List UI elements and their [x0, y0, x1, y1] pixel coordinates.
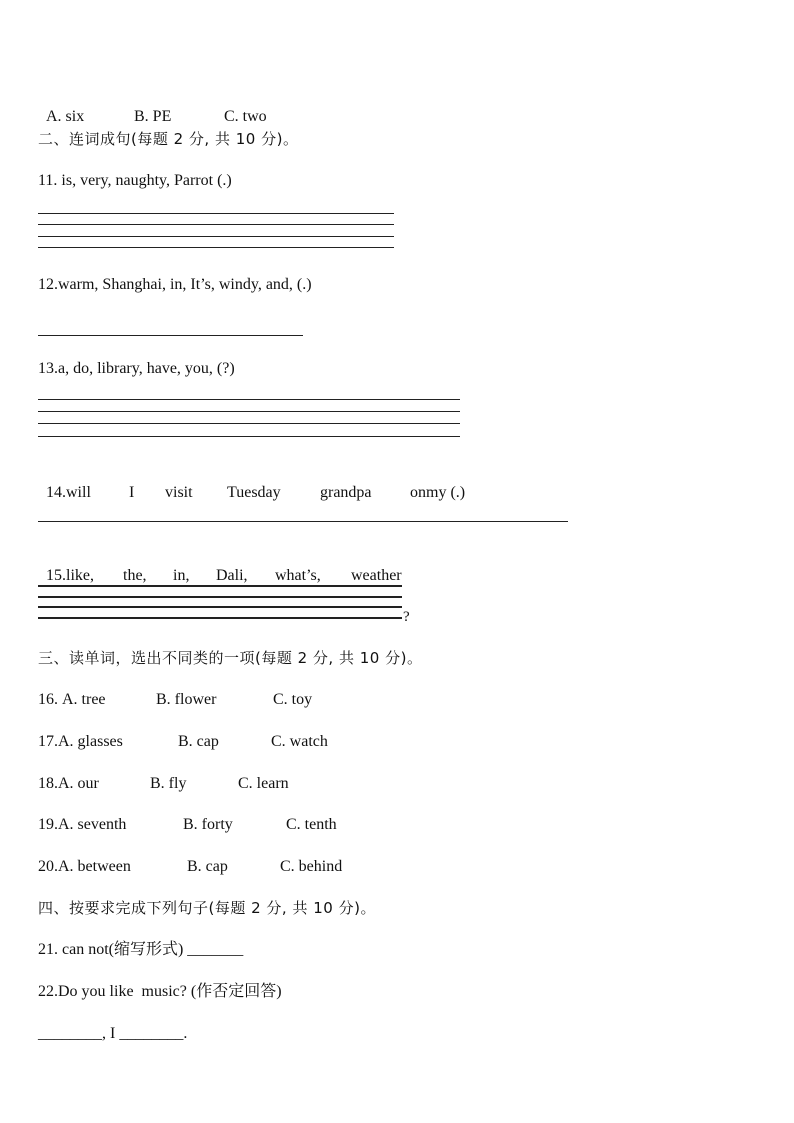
word: grandpa: [320, 484, 372, 501]
word: weather: [351, 567, 402, 584]
word: Tuesday: [227, 484, 281, 501]
answer-line[interactable]: [38, 399, 460, 400]
word: Dali,: [216, 567, 248, 584]
option-a: A. between: [58, 858, 131, 875]
word: in,: [173, 567, 190, 584]
option-c: C. tenth: [286, 816, 337, 833]
word: what’s,: [275, 567, 321, 584]
word: 14.will: [46, 484, 91, 501]
question-15: [38, 546, 402, 586]
option-a: A. our: [58, 775, 99, 792]
section-3-heading: 三、读单词，选出不同类的一项(每题 2 分, 共 10 分)。: [38, 649, 423, 667]
option-c: C. learn: [238, 775, 289, 792]
question-13: 13.a, do, library, have, you, (?): [38, 360, 235, 377]
answer-line[interactable]: [38, 606, 402, 608]
question-10-options: [38, 87, 267, 127]
section-2-heading: 二、连词成句(每题 2 分, 共 10 分)。: [38, 130, 299, 148]
answer-line[interactable]: [38, 213, 394, 214]
option-b: B. forty: [183, 816, 233, 833]
word: visit: [165, 484, 193, 501]
question-11: 11. is, very, naughty, Parrot (.): [38, 172, 232, 189]
answer-line[interactable]: [38, 247, 394, 248]
word: the,: [123, 567, 147, 584]
question-number: 17.: [38, 733, 58, 750]
section-4-heading: 四、按要求完成下列句子(每题 2 分, 共 10 分)。: [38, 899, 376, 917]
question-number: 18.: [38, 775, 58, 792]
question-20: [38, 857, 342, 877]
answer-line[interactable]: [38, 423, 460, 424]
answer-line[interactable]: [38, 224, 394, 225]
option-c: C. behind: [280, 858, 343, 875]
question-number: 20.: [38, 858, 58, 875]
option-a: A. glasses: [58, 733, 123, 750]
question-22: 22.Do you like music? (作否定回答): [38, 983, 282, 1000]
answer-line[interactable]: [38, 236, 394, 237]
question-22-answer-blanks[interactable]: ________, I ________.: [38, 1025, 188, 1042]
question-mark: ?: [403, 609, 410, 625]
answer-line[interactable]: [38, 585, 402, 587]
option-a: A. seventh: [58, 816, 127, 833]
word: I: [129, 484, 135, 501]
word: 15.like,: [46, 567, 94, 584]
option-b: B. flower: [156, 691, 217, 708]
option-b: B. cap: [178, 733, 219, 750]
option-c: C. watch: [271, 733, 328, 750]
option-a: A. six: [46, 108, 85, 125]
answer-line[interactable]: [38, 436, 460, 437]
option-a: A. tree: [62, 691, 106, 708]
question-number: 19.: [38, 816, 58, 833]
question-16: [38, 690, 312, 710]
answer-line[interactable]: [38, 521, 568, 522]
question-14: [38, 463, 465, 503]
answer-line[interactable]: [38, 596, 402, 598]
answer-line[interactable]: [38, 617, 402, 619]
option-c: C. toy: [273, 691, 313, 708]
question-18: [38, 774, 289, 794]
question-12: 12.warm, Shanghai, in, It’s, windy, and, (.): [38, 276, 312, 293]
question-21: 21. can not(缩写形式) _______: [38, 941, 244, 958]
word: onmy (.): [410, 484, 466, 501]
answer-line[interactable]: [38, 335, 303, 336]
question-17: [38, 732, 328, 752]
answer-line[interactable]: [38, 411, 460, 412]
option-b: B. cap: [187, 858, 228, 875]
option-b: B. fly: [150, 775, 187, 792]
question-19: [38, 815, 337, 835]
question-number: 16.: [38, 691, 62, 708]
option-c: C. two: [224, 108, 267, 125]
option-b: B. PE: [134, 108, 172, 125]
